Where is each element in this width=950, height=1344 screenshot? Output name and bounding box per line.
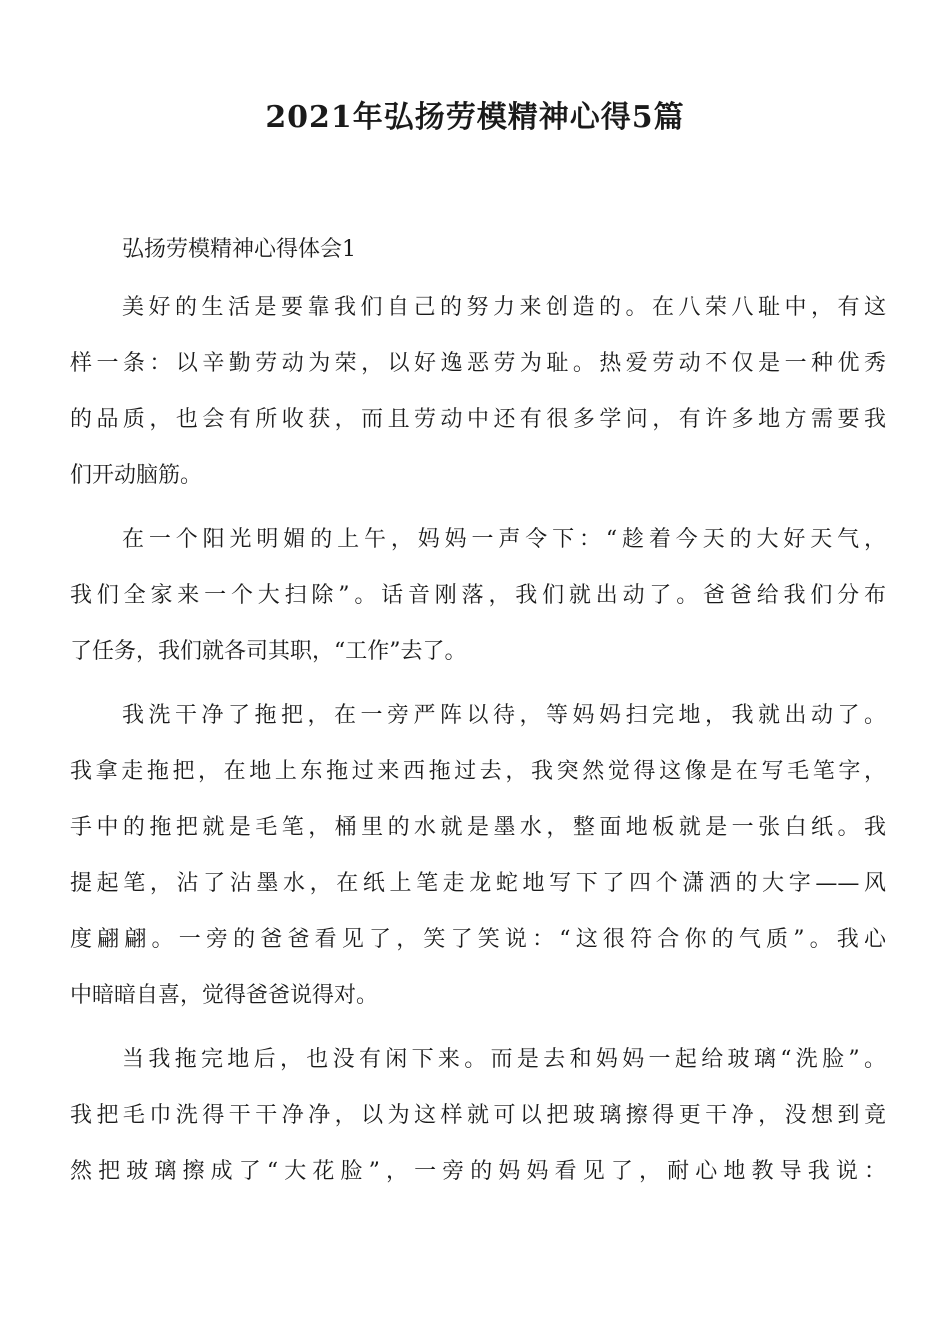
paragraph-4 — [70, 1032, 886, 1200]
paragraph-line: 我们全家来一个大扫除”。话音刚落，我们就出动了。爸爸给我们分布 — [70, 583, 886, 608]
paragraph-line: 手中的拖把就是毛笔，桶里的水就是墨水，整面地板就是一张白纸。我 — [70, 815, 886, 840]
paragraph-3 — [70, 688, 886, 1024]
paragraph-line: 我拿走拖把，在地上东拖过来西拖过去，我突然觉得这像是在写毛笔字， — [70, 759, 886, 784]
paragraph-1 — [70, 280, 886, 504]
paragraph-line: 们开动脑筋。 — [70, 463, 203, 488]
paragraph-line: 度翩翩。一旁的爸爸看见了，笑了笑说：“这很符合你的气质”。我心 — [70, 927, 886, 952]
paragraph-line: 的品质，也会有所收获，而且劳动中还有很多学问，有许多地方需要我 — [70, 407, 886, 432]
paragraph-2 — [70, 512, 886, 680]
paragraph-line: 美好的生活是要靠我们自己的努力来创造的。在八荣八耻中，有这 — [122, 295, 886, 320]
paragraph-line: 然把玻璃擦成了“大花脸”，一旁的妈妈看见了，耐心地教导我说： — [70, 1159, 886, 1184]
paragraph-line: 样一条：以辛勤劳动为荣，以好逸恶劳为耻。热爱劳动不仅是一种优秀 — [70, 351, 886, 376]
paragraph-line: 提起笔，沾了沾墨水，在纸上笔走龙蛇地写下了四个潇洒的大字——风 — [70, 871, 886, 896]
document-title: 2021年弘扬劳模精神心得5篇 — [265, 100, 685, 135]
paragraph-line: 我把毛巾洗得干干净净，以为这样就可以把玻璃擦得更干净，没想到竟 — [70, 1103, 886, 1128]
paragraph-line: 中暗暗自喜，觉得爸爸说得对。 — [70, 983, 379, 1008]
paragraph-line: 当我拖完地后，也没有闲下来。而是去和妈妈一起给玻璃“洗脸”。 — [122, 1047, 886, 1072]
paragraph-line: 在一个阳光明媚的上午，妈妈一声令下：“趁着今天的大好天气， — [122, 527, 886, 552]
paragraph-line: 我洗干净了拖把，在一旁严阵以待，等妈妈扫完地，我就出动了。 — [122, 703, 886, 728]
paragraph-line: 了任务，我们就各司其职，“工作”去了。 — [70, 639, 467, 664]
section-heading: 弘扬劳模精神心得体会1 — [122, 237, 356, 262]
